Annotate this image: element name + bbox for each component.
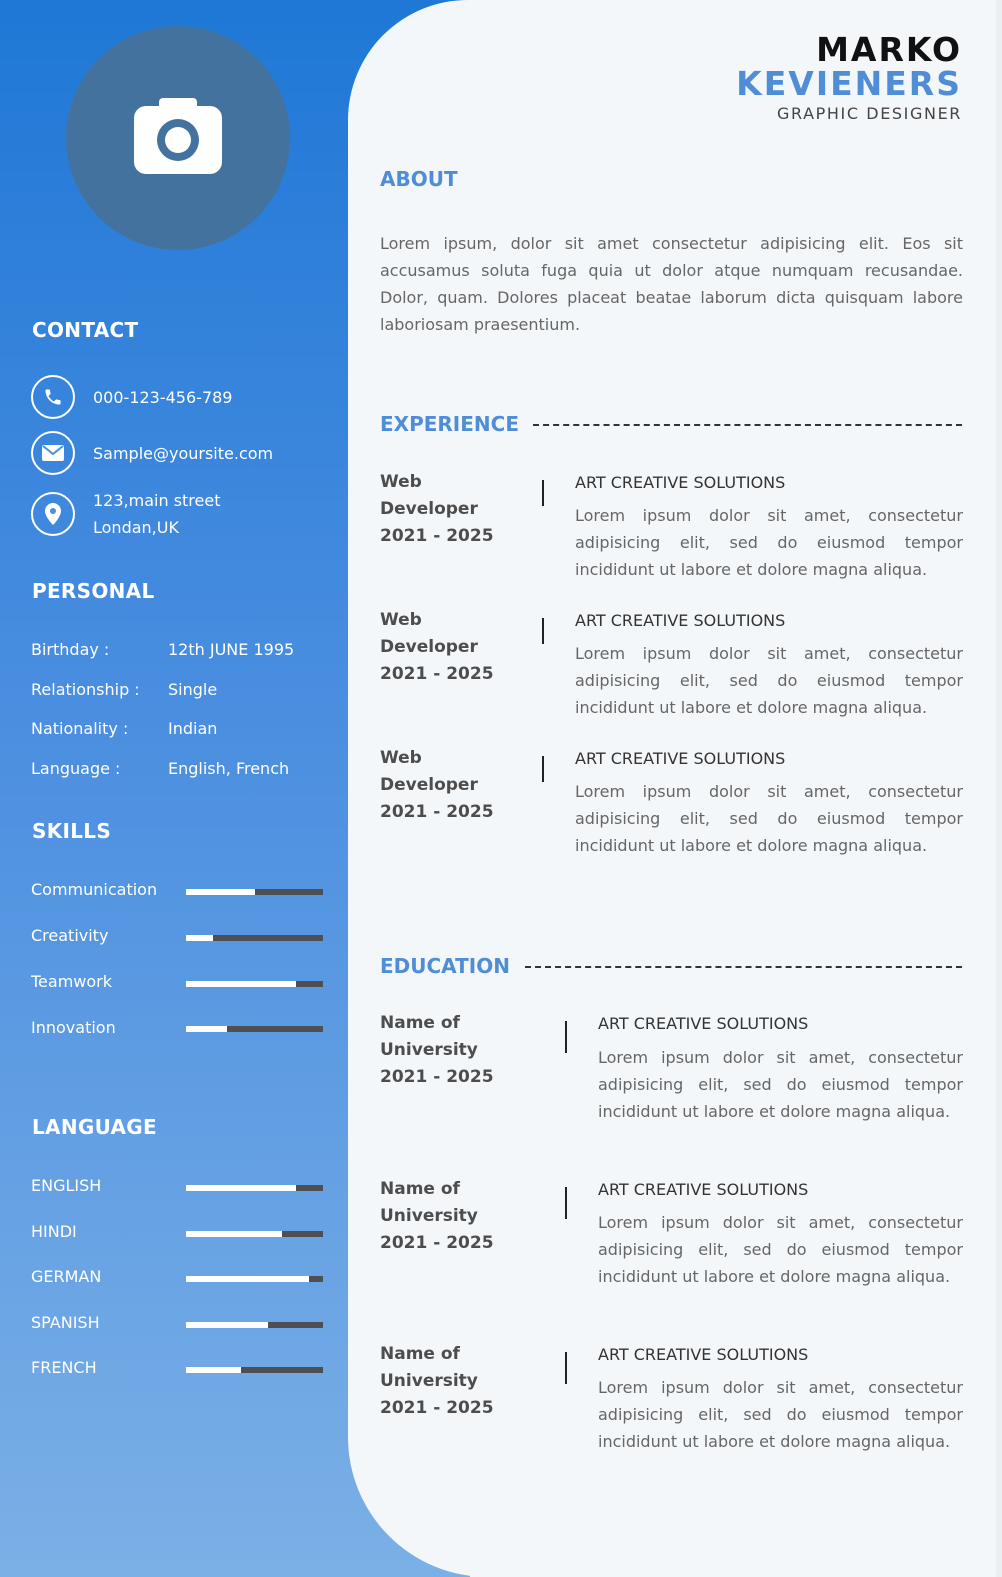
skill-label: Teamwork [31,972,113,991]
experience-title-line2: Developer [380,499,478,519]
language-label: GERMAN [31,1267,102,1286]
language-label: HINDI [31,1222,77,1241]
education-institution: ART CREATIVE SOLUTIONS [598,1180,809,1199]
education-divider [525,966,962,968]
experience-company: ART CREATIVE SOLUTIONS [575,749,786,768]
education-title-line1: Name of [380,1344,460,1364]
location-pin-icon [45,503,61,525]
about-text: Lorem ipsum, dolor sit amet consectetur adipisicing elit. Eos sit accusamus soluta fuga quia ut dolor atque numquam recusandae. Dolor, quam. Dolores placeat beatae laborum dicta quisquam labore laboriosam praesentium. [380,234,963,334]
experience-description: Lorem ipsum dolor sit amet, consectetur adipisicing elit, sed do eiusmod tempor incididunt ut labore et dolore magna aliqua. [575,782,963,855]
address-icon-circle [31,492,75,536]
timeline-marker [542,618,544,644]
skill-label: Communication [31,880,158,899]
skill-bar-fill [186,935,213,941]
experience-years: 2021 - 2025 [380,802,494,822]
language-bar-fill [186,1367,241,1373]
education-years: 2021 - 2025 [380,1233,494,1253]
language-bar [186,1185,323,1191]
skill-bar-fill [186,981,296,987]
education-title [380,1176,494,1257]
personal-value: 12th JUNE 1995 [168,640,295,659]
experience-company: ART CREATIVE SOLUTIONS [575,473,786,492]
experience-title-line1: Web [380,748,422,768]
experience-title [380,469,494,550]
skill-bar-fill [186,889,255,895]
timeline-marker [565,1021,567,1053]
job-title: GRAPHIC DESIGNER [777,104,962,123]
education-title [380,1010,494,1091]
language-label: ENGLISH [31,1176,102,1195]
skill-bar [186,981,323,987]
language-heading: LANGUAGE [32,1115,157,1139]
experience-company: ART CREATIVE SOLUTIONS [575,611,786,630]
language-bar-fill [186,1185,296,1191]
last-name: KEVIENERS [736,64,962,103]
education-description: Lorem ipsum dolor sit amet, consectetur adipisicing elit, sed do eiusmod tempor incididunt ut labore et dolore magna aliqua. [598,1378,963,1451]
experience-title [380,607,494,688]
skill-bar [186,935,323,941]
personal-label: Nationality : [31,719,129,738]
skill-label: Creativity [31,926,109,945]
education-title-line2: University [380,1040,478,1060]
education-title-line2: University [380,1206,478,1226]
language-bar-fill [186,1322,268,1328]
personal-value: Indian [168,719,218,738]
phone-icon [43,387,63,407]
personal-heading: PERSONAL [32,579,155,603]
education-title [380,1341,494,1422]
experience-title-line1: Web [380,610,422,630]
contact-email[interactable]: Sample@yoursite.com [93,444,274,463]
personal-label: Language : [31,759,121,778]
timeline-marker [542,480,544,506]
experience-divider [533,424,962,426]
language-bar [186,1367,323,1373]
skill-bar [186,1026,323,1032]
language-bar [186,1322,323,1328]
about-heading: ABOUT [380,167,458,191]
experience-description: Lorem ipsum dolor sit amet, consectetur adipisicing elit, sed do eiusmod tempor incididunt ut labore et dolore magna aliqua. [575,644,963,717]
experience-years: 2021 - 2025 [380,664,494,684]
page-edge [996,0,1002,1577]
experience-title-line2: Developer [380,637,478,657]
language-label: SPANISH [31,1313,100,1332]
education-years: 2021 - 2025 [380,1398,494,1418]
timeline-marker [542,756,544,782]
language-label: FRENCH [31,1358,97,1377]
experience-heading: EXPERIENCE [380,412,519,436]
personal-value: Single [168,680,218,699]
envelope-icon [42,445,64,461]
experience-title-line1: Web [380,472,422,492]
education-institution: ART CREATIVE SOLUTIONS [598,1014,809,1033]
personal-label: Relationship : [31,680,140,699]
camera-icon [133,98,223,174]
skill-bar [186,889,323,895]
skill-label: Innovation [31,1018,116,1037]
contact-phone: 000-123-456-789 [93,388,233,407]
email-icon-circle [31,431,75,475]
language-bar [186,1231,323,1237]
language-bar-fill [186,1276,309,1282]
language-bar-fill [186,1231,282,1237]
education-description: Lorem ipsum dolor sit amet, consectetur adipisicing elit, sed do eiusmod tempor incididunt ut labore et dolore magna aliqua. [598,1213,963,1286]
personal-label: Birthday : [31,640,110,659]
experience-title-line2: Developer [380,775,478,795]
personal-value: English, French [168,759,290,778]
education-title-line1: Name of [380,1013,460,1033]
contact-address-line2: Londan,UK [93,518,179,537]
experience-years: 2021 - 2025 [380,526,494,546]
experience-description: Lorem ipsum dolor sit amet, consectetur adipisicing elit, sed do eiusmod tempor incididunt ut labore et dolore magna aliqua. [575,506,963,579]
timeline-marker [565,1352,567,1384]
skill-bar-fill [186,1026,227,1032]
first-name: MARKO [816,30,962,69]
contact-address-line1: 123,main street [93,491,221,510]
education-years: 2021 - 2025 [380,1067,494,1087]
experience-title [380,745,494,826]
skills-heading: SKILLS [32,819,112,843]
education-title-line1: Name of [380,1179,460,1199]
education-title-line2: University [380,1371,478,1391]
education-institution: ART CREATIVE SOLUTIONS [598,1345,809,1364]
contact-heading: CONTACT [32,318,139,342]
education-heading: EDUCATION [380,954,510,978]
education-description: Lorem ipsum dolor sit amet, consectetur adipisicing elit, sed do eiusmod tempor incididunt ut labore et dolore magna aliqua. [598,1048,963,1121]
phone-icon-circle [31,375,75,419]
language-bar [186,1276,323,1282]
timeline-marker [565,1187,567,1219]
